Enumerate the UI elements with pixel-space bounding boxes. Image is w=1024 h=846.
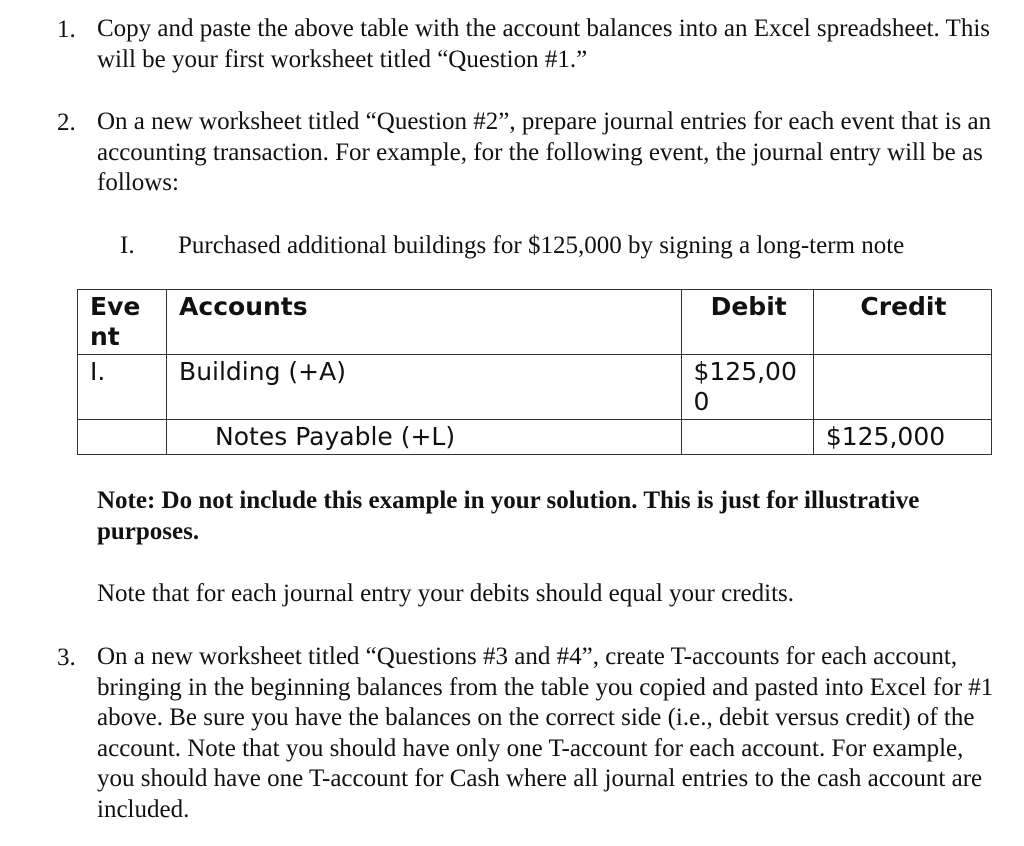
table-row (78, 355, 992, 420)
journal-entry-table (77, 289, 992, 455)
cell-account: Building (+A) (167, 355, 682, 420)
item-number: 2. (57, 109, 76, 136)
header-accounts: Accounts (167, 290, 682, 355)
cell-account: Notes Payable (+L) (167, 420, 682, 455)
item-number: 3. (57, 644, 76, 671)
cell-debit (682, 420, 813, 455)
cell-credit: $125,000 (813, 420, 991, 455)
item-text: On a new worksheet titled “Questions #3 and #4”, create T-accounts for each account, bringing in the beginning balances from the table you copied and pasted into Excel for #1 above. Be sure you have the balances on the correct side (i.e., debit versus credit) of the account. Note that you should have only one T-account for each account. For example, you should have one T-account for Cash where all journal entries to the cash account are included. (97, 643, 994, 823)
illustrative-note: Note: Do not include this example in your solution. This is just for illustrative purposes. (97, 487, 920, 545)
example-event-text: Purchased additional buildings for $125,000 by signing a long-term note (178, 232, 905, 259)
balance-note: Note that for each journal entry your debits should equal your credits. (97, 580, 795, 607)
table-row (78, 420, 992, 455)
header-event: Event (78, 290, 167, 355)
table-header-row (78, 290, 992, 355)
item-number: 1. (57, 16, 76, 43)
header-debit: Debit (682, 290, 813, 355)
cell-debit: $125,000 (682, 355, 813, 420)
cell-event (78, 420, 167, 455)
cell-event: I. (78, 355, 167, 420)
item-text: Copy and paste the above table with the account balances into an Excel spreadsheet. This will be your first worksheet titled “Question #1.” (97, 15, 990, 73)
example-roman-numeral: I. (120, 232, 135, 259)
cell-credit (813, 355, 991, 420)
header-credit: Credit (813, 290, 991, 355)
item-text: On a new worksheet titled “Question #2”, prepare journal entries for each event that is an accounting transaction. For example, for the following event, the journal entry will be as follows: (97, 108, 992, 196)
